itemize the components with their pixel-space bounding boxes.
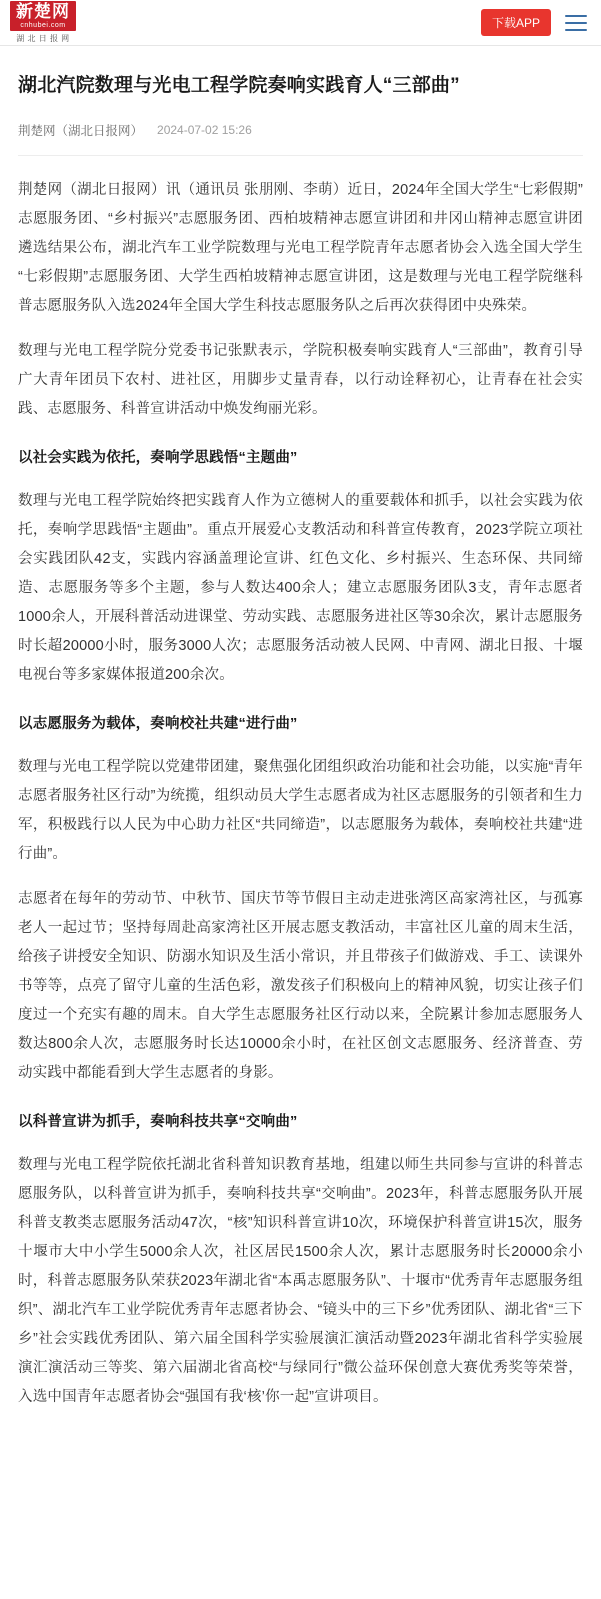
article-paragraph: 数理与光电工程学院分党委书记张默表示，学院积极奏响实践育人“三部曲”，教育引导广大青年团员下农村、进社区，用脚步丈量青春，以行动诠释初心，让青春在社会实践、志愿服务、科普宣讲活动中焕发绚丽光彩。	[18, 342, 583, 417]
article-meta	[18, 121, 583, 156]
menu-bar-1	[565, 15, 587, 17]
logo-subtitle: 湖 北 日 报 网	[16, 34, 70, 43]
article-timestamp: 2024-07-02 15:26	[157, 122, 252, 137]
section-subheading: 以科普宣讲为抓手，奏响科技共享“交响曲”	[18, 1113, 298, 1130]
logo-english-text: cnhubei.com	[20, 22, 66, 29]
site-header	[0, 0, 601, 46]
logo-badge	[10, 1, 76, 31]
article-paragraph: 志愿者在每年的劳动节、中秋节、国庆节等节假日主动走进张湾区高家湾社区，与孤寡老人一起过节；坚持每周赴高家湾社区开展志愿支教活动，丰富社区儿童的周末生活，给孩子讲授安全知识、防溺水知识及生活小常识，并且带孩子们做游戏、手工、读课外书等等，点亮了留守儿童的生活色彩，激发孩子们积极向上的精神风貌，切实让孩子们度过一个充实有趣的周末。自大学生志愿服务社区行动以来，全院累计参加志愿服务人数达800余人次，志愿服务时长达10000余小时，在社区创文志愿服务、经济普查、劳动实践中都能看到大学生志愿者的身影。	[18, 890, 583, 1081]
article-paragraph: 数理与光电工程学院始终把实践育人作为立德树人的重要载体和抓手，以社会实践为依托，奏响学思践悟“主题曲”。重点开展爱心支教活动和科普宣传教育，2023学院立项社会实践团队42支，实践内容涵盖理论宣讲、红色文化、乡村振兴、生态环保、共同缔造、志愿服务等多个主题，参与人数达400余人；建立志愿服务团队3支，青年志愿者1000余人，开展科普活动进课堂、劳动实践、志愿服务进社区等30余次，累计志愿服务时长超20000小时，服务3000人次；志愿服务活动被人民网、中青网、湖北日报、十堰电视台等多家媒体报道200余次。	[18, 492, 583, 683]
header-actions	[481, 9, 587, 36]
article-paragraph: 荆楚网（湖北日报网）讯（通讯员 张朋刚、李萌）近日，2024年全国大学生“七彩假期”志愿服务团、“乡村振兴”志愿服务团、西柏坡精神志愿宣讲团和井冈山精神志愿宣讲团遴选结果公布，湖北汽车工业学院数理与光电工程学院青年志愿者协会入选全国大学生“七彩假期”志愿服务团、大学生西柏坡精神志愿宣讲团，这是数理与光电工程学院继科普志愿服务队入选2024年全国大学生科技志愿服务队之后再次获得团中央殊荣。	[18, 181, 583, 314]
download-app-button[interactable]: 下载APP	[481, 9, 551, 36]
section-subheading: 以志愿服务为载体，奏响校社共建“进行曲”	[18, 715, 298, 732]
hamburger-menu-icon[interactable]	[565, 15, 587, 31]
article-body	[18, 176, 583, 1412]
logo-chinese-text: 新楚网	[16, 2, 70, 22]
site-logo[interactable]	[10, 1, 76, 44]
section-subheading: 以社会实践为依托，奏响学思践悟“主题曲”	[18, 449, 298, 466]
page-title: 湖北汽院数理与光电工程学院奏响实践育人“三部曲”	[18, 75, 460, 96]
menu-bar-3	[565, 29, 587, 31]
article-paragraph: 数理与光电工程学院依托湖北省科普知识教育基地，组建以师生共同参与宣讲的科普志愿服务队，以科普宣讲为抓手，奏响科技共享“交响曲”。2023年，科普志愿服务队开展科普支教类志愿服务活动47次，“核”知识科普宣讲10次，环境保护科普宣讲15次，服务十堰市大中小学生5000余人次，社区居民1500余人次，累计志愿服务时长20000余小时，科普志愿服务队荣获2023年湖北省“本禹志愿服务队”、十堰市“优秀青年志愿服务组织”、湖北汽车工业学院优秀青年志愿者协会、“镜头中的三下乡”优秀团队、湖北省“三下乡”社会实践优秀团队、第六届全国科学实验展演汇演活动暨2023年湖北省科学实验展演汇演活动三等奖、第六届湖北省高校“与绿同行”微公益环保创意大赛优秀奖等荣誉，入选中国青年志愿者协会“强国有我‘核’你一起”宣讲项目。	[18, 1156, 583, 1405]
logo-stack	[10, 1, 76, 44]
article-container	[0, 46, 601, 1468]
menu-bar-2	[565, 22, 587, 24]
article-source: 荆楚网（湖北日报网）	[18, 123, 144, 138]
article-paragraph: 数理与光电工程学院以党建带团建，聚焦强化团组织政治功能和社会功能，以实施“青年志愿者服务社区行动”为统揽，组织动员大学生志愿者成为社区志愿服务的引领者和生力军，积极践行以人民为中心助力社区“共同缔造”，以志愿服务为载体，奏响校社共建“进行曲”。	[18, 758, 583, 862]
